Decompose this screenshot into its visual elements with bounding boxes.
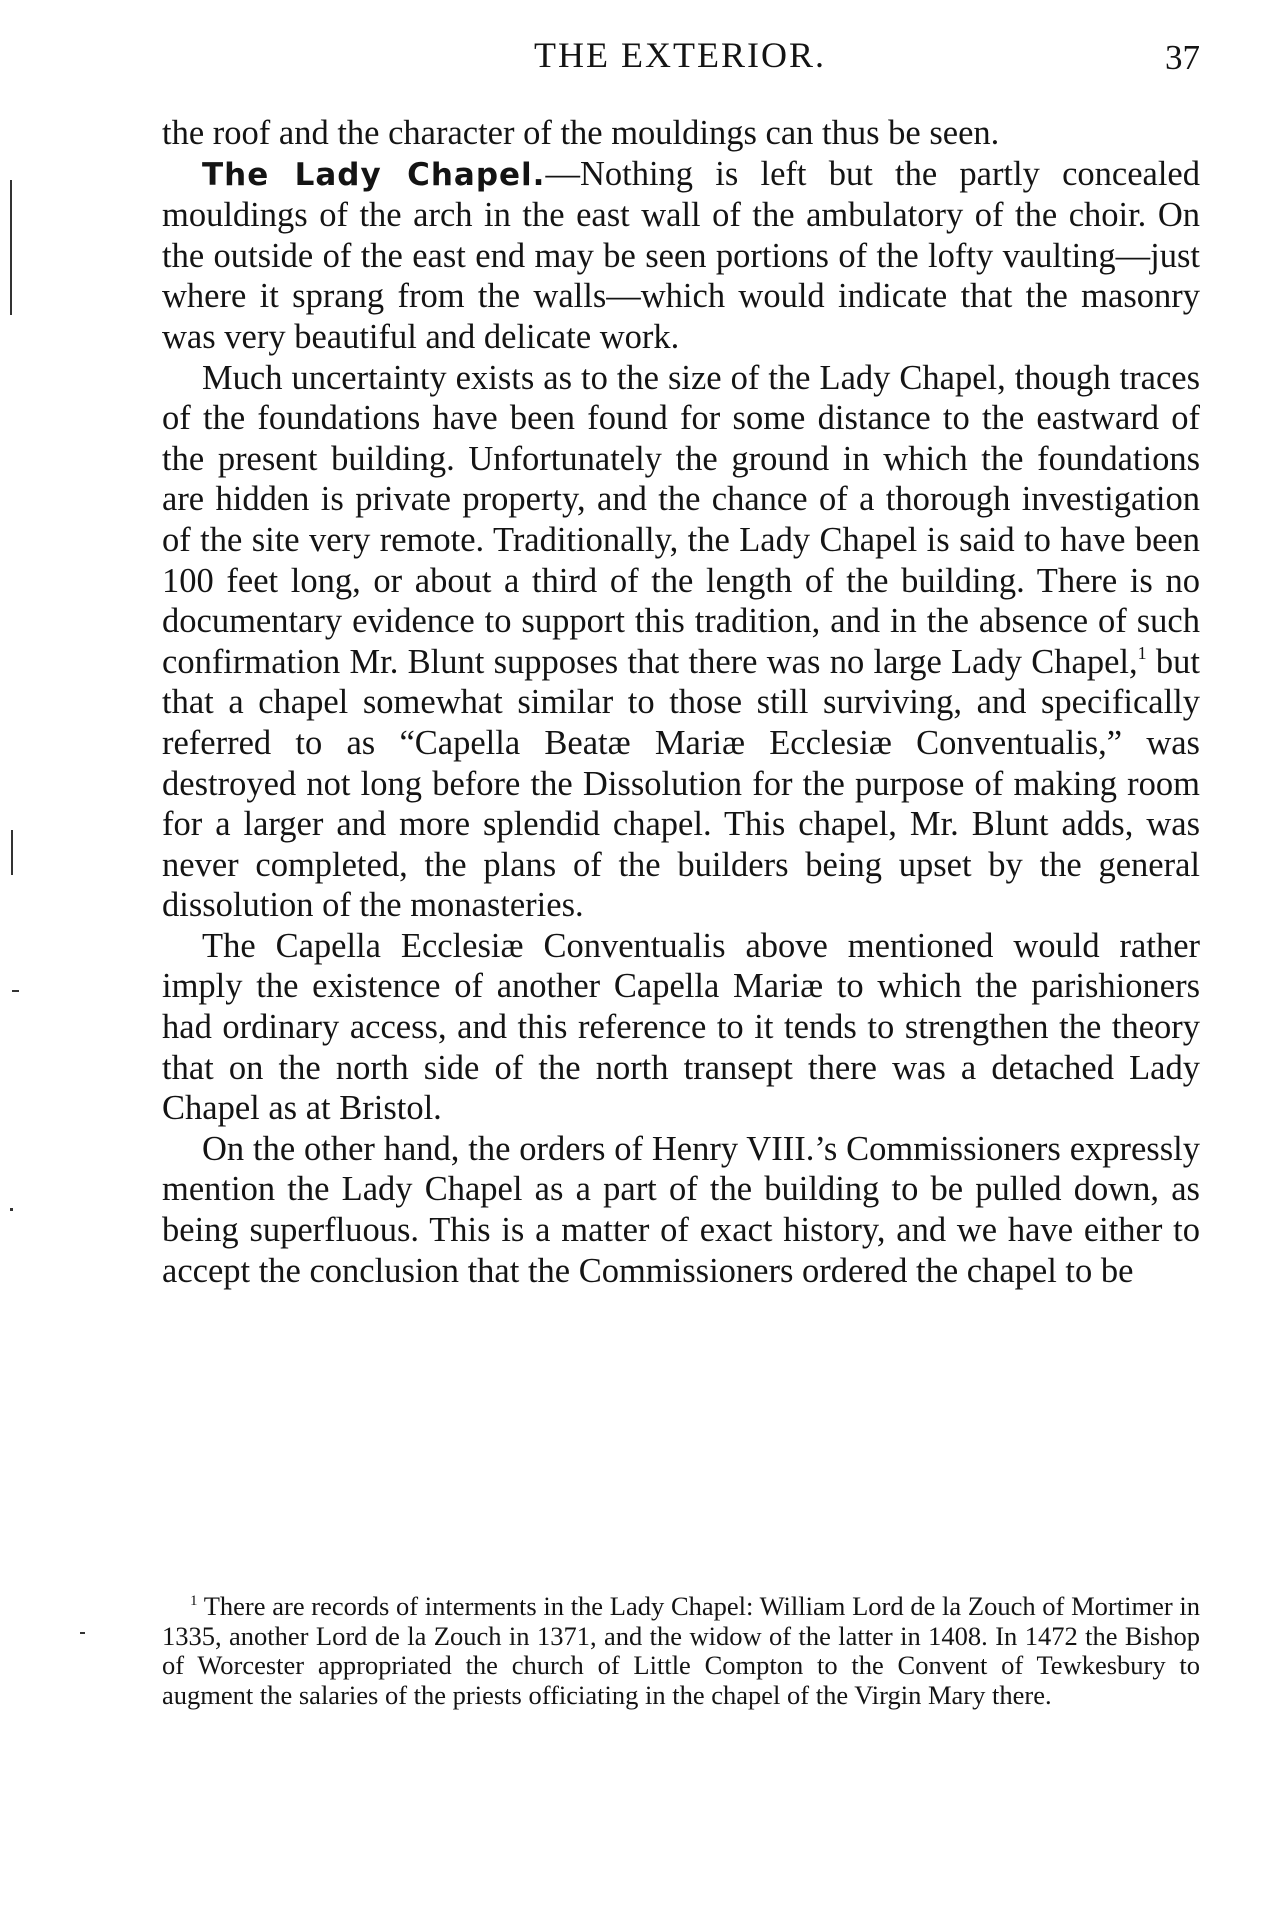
paragraph-text: —Nothing is left but the partly concealed mouldings of the arch in the east wall of the ambulatory of the choir. On the outside of the east end may be seen portions of the lofty vaulting—just where it sprang from the walls—which would indicate that the masonry was very beautiful and delicate work.	[162, 154, 1200, 356]
margin-mark	[10, 1208, 13, 1211]
paragraph-text: The Capella Ecclesiæ Conventualis above mentioned would rather imply the existence of another Capella Mariæ to which the parishioners had ordinary access, and this reference to it tends to strengthen the theory that on the north side of the north transept there was a detached Lady Chapel as at Bristol.	[162, 926, 1200, 1128]
footnote-text: There are records of interments in the Lady Chapel: William Lord de la Zouch of Mortimer in 1335, another Lord de la Zouch in 1371, and the widow of the latter in 1408. In 1472 the Bishop of Worcester appropriated the church of Little Compton to the Convent of Tewkesbury to augment the salaries of the priests officiating in the chapel of the Virgin Mary there.	[162, 1591, 1200, 1710]
paragraph-lady-chapel	[162, 154, 1200, 358]
margin-mark	[10, 180, 12, 315]
paragraph-text: On the other hand, the orders of Henry VIII.’s Commissioners expressly mention the Lady Chapel as a part of the building to be pulled down, as being superfluous. This is a matter of exact history, and we have either to accept the conclusion that the Commissioners ordered the chapel to be	[162, 1129, 1200, 1290]
paragraph-continuation	[162, 113, 1200, 154]
margin-mark	[80, 1632, 85, 1634]
section-heading: The Lady Chapel.	[202, 156, 546, 193]
paragraph-text: Much uncertainty exists as to the size of the Lady Chapel, though traces of the foundations have been found for some distance to the eastward of the present building. Unfortunately the ground in which the foundations are hidden is private property, and the chance of a thorough investigation of the site very remote. Traditionally, the Lady Chapel is said to have been 100 feet long, or about a third of the length of the building. There is no documentary evidence to support this tradition, and in the absence of such confirmation Mr. Blunt supposes that there was no large Lady Chapel,	[162, 358, 1200, 681]
footnote	[162, 1592, 1200, 1710]
paragraph-commissioners	[162, 1129, 1200, 1291]
body-text	[162, 113, 1200, 1291]
margin-mark	[11, 830, 13, 875]
paragraph-uncertainty	[162, 358, 1200, 926]
footnote-marker: 1	[190, 1593, 198, 1609]
paragraph-text: but that a chapel somewhat similar to those still surviving, and specifically referred to as “Capella Beatæ Mariæ Ecclesiæ Conventualis,” was destroyed not long before the Dissolution for the purpose of making room for a larger and more splendid chapel. This chapel, Mr. Blunt adds, was never completed, the plans of the builders being upset by the general dissolution of the monasteries.	[162, 642, 1200, 925]
running-head	[160, 34, 1200, 84]
footnote-paragraph	[162, 1592, 1200, 1710]
running-title: THE EXTERIOR.	[534, 35, 826, 75]
paragraph-capella	[162, 926, 1200, 1129]
page-number: 37	[1165, 38, 1200, 77]
paragraph-text: the roof and the character of the mouldings can thus be seen.	[162, 114, 1000, 152]
footnote-reference: 1	[1137, 642, 1147, 663]
margin-mark	[12, 990, 19, 992]
